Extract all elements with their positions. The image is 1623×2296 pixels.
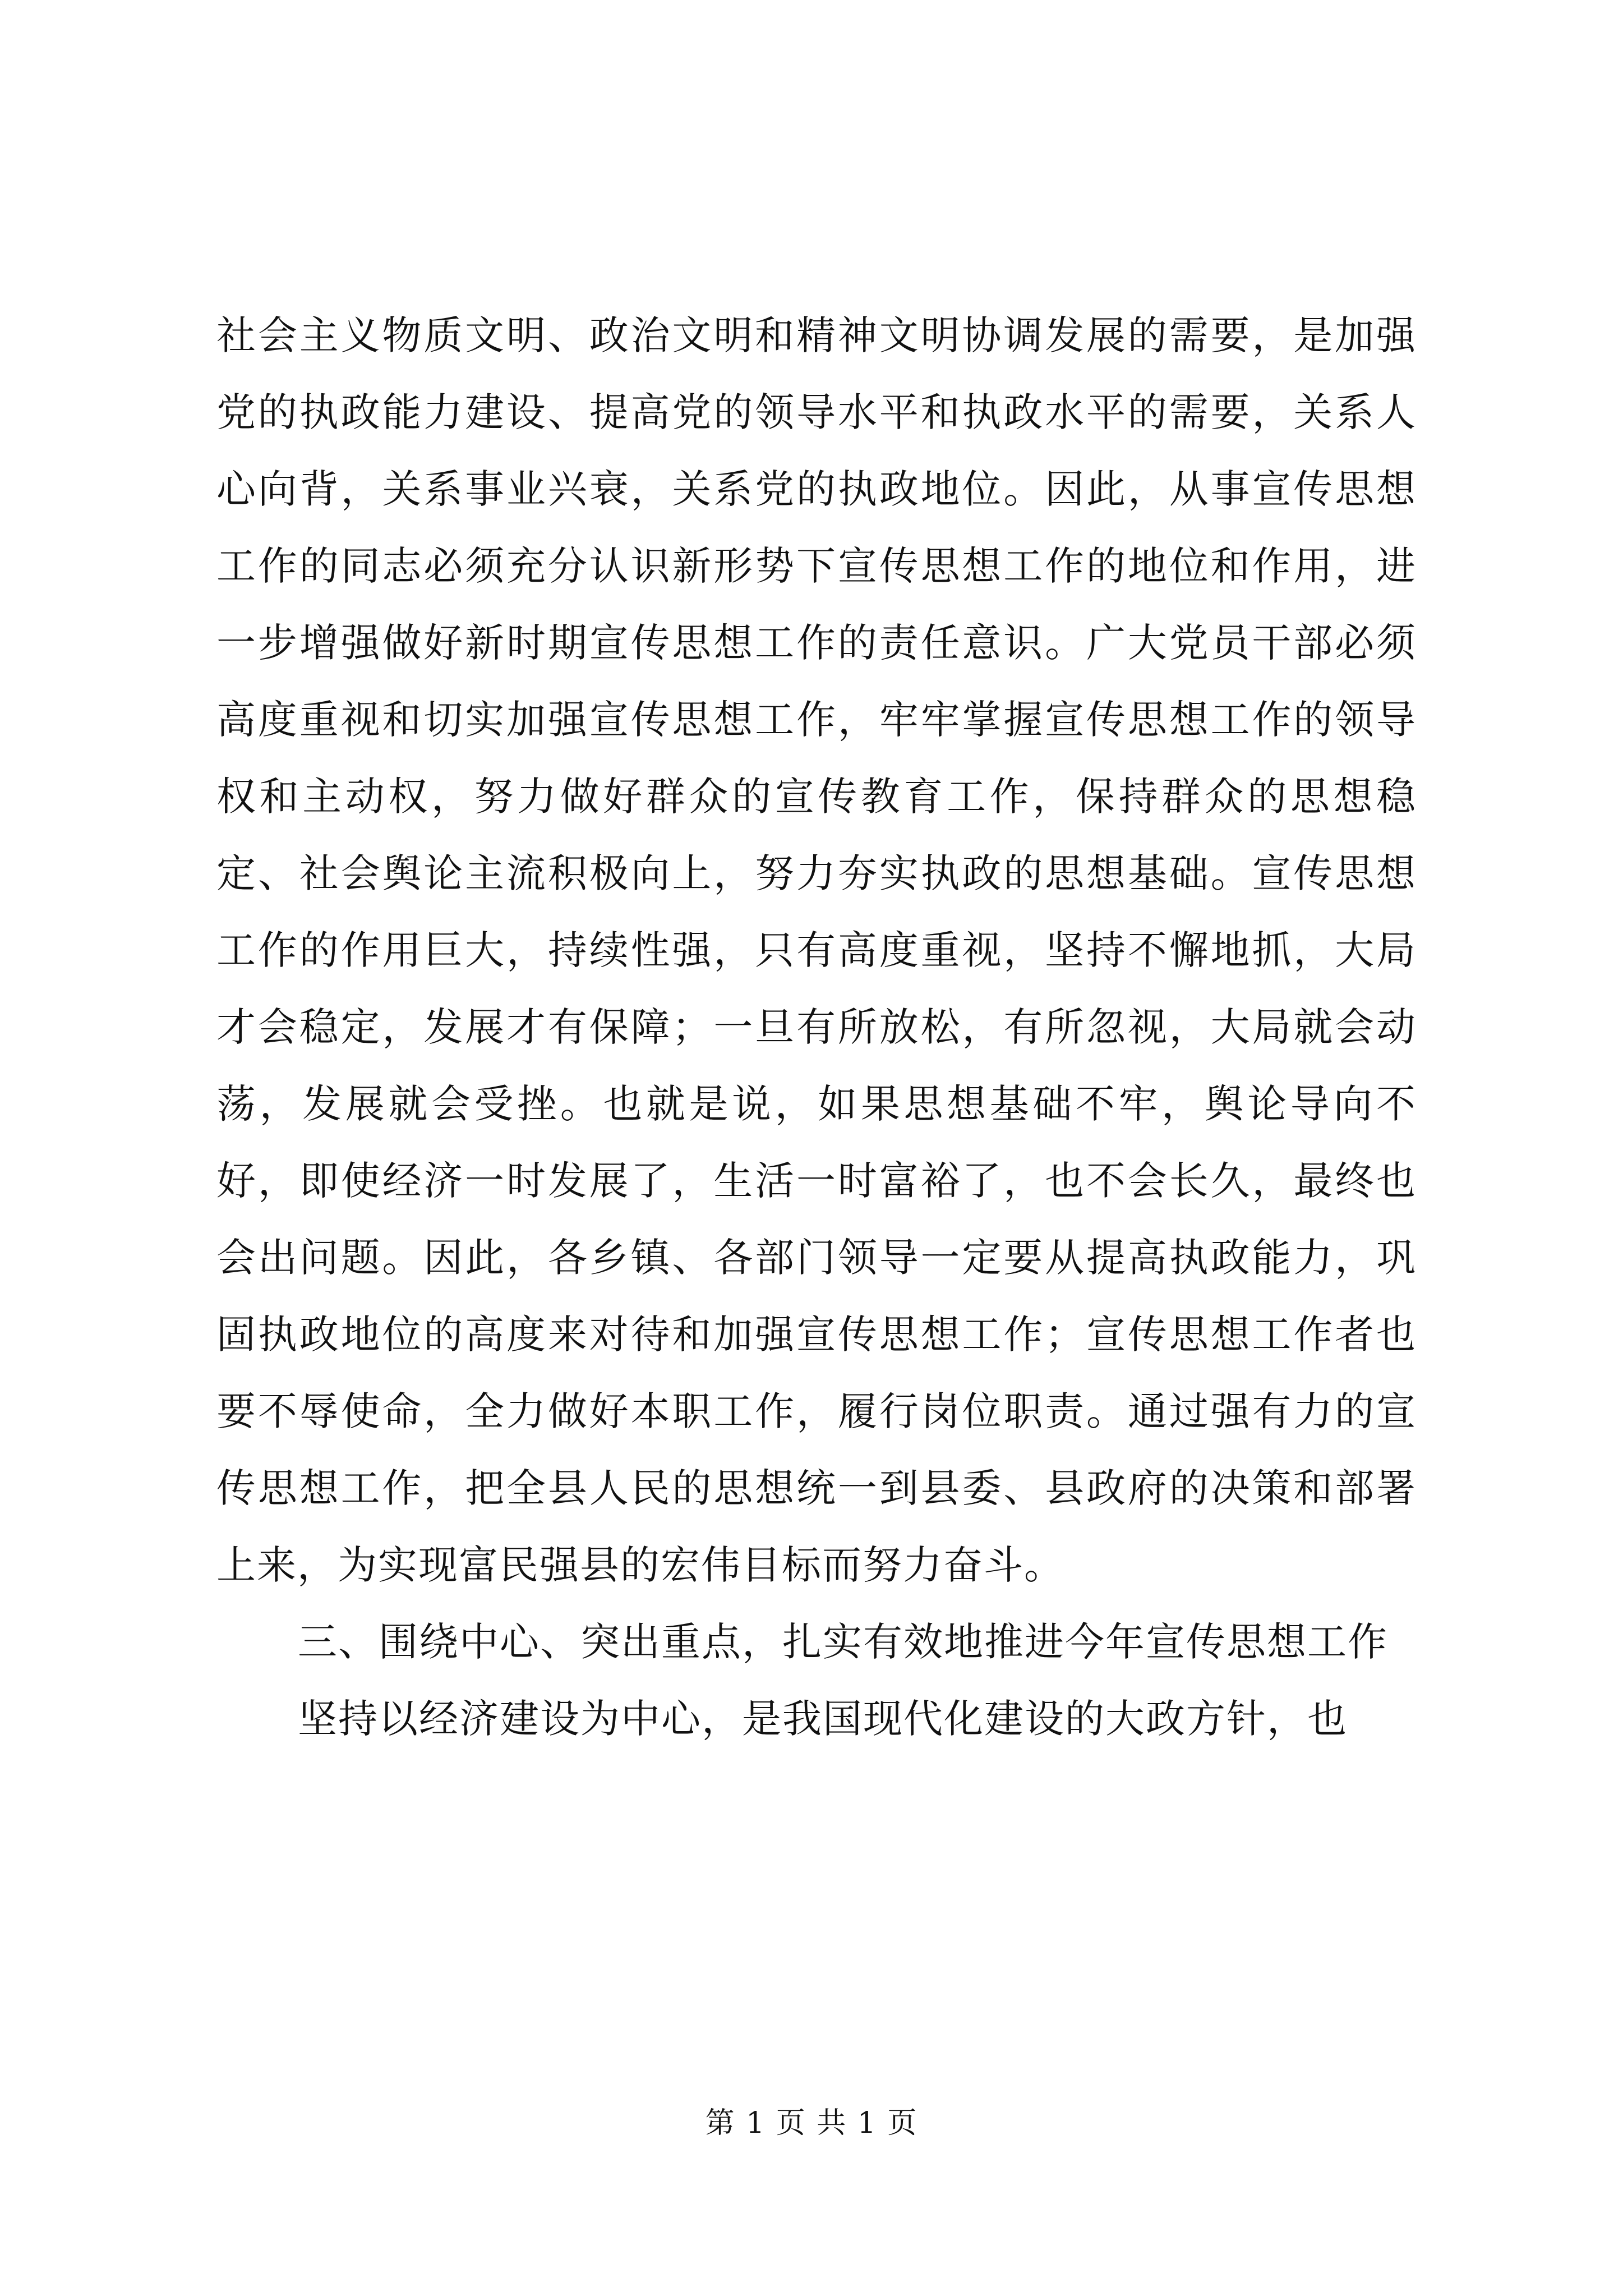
document-body [216,297,1417,1757]
page-number-footer: 第 1 页 共 1 页 [705,2106,918,2140]
body-paragraph: 坚持以经济建设为中心，是我国现代化建设的大政方针，也 [298,1696,1348,1742]
body-paragraph: 社会主义物质文明、政治文明和精神文明协调发展的需要，是加强党的执政能力建设、提高党的领导水平和执政水平的需要，关系人心向背，关系事业兴衰，关系党的执政地位。因此，从事宣传思想工作的同志必须充分认识新形势下宣传思想工作的地位和作用，进一步增强做好新时期宣传思想工作的责任意识。广大党员干部必须高度重视和切实加强宣传思想工作，牢牢掌握宣传思想工作的领导权和主动权，努力做好群众的宣传教育工作，保持群众的思想稳定、社会舆论主流积极向上，努力夯实执政的思想基础。宣传思想工作的作用巨大，持续性强，只有高度重视，坚持不懈地抓，大局才会稳定，发展才有保障；一旦有所放松，有所忽视，大局就会动荡，发展就会受挫。也就是说，如果思想基础不牢，舆论导向不好，即使经济一时发展了，生活一时富裕了，也不会长久，最终也会出问题。因此，各乡镇、各部门领导一定要从提高执政能力，巩固执政地位的高度来对待和加强宣传思想工作；宣传思想工作者也要不辱使命，全力做好本职工作，履行岗位职责。通过强有力的宣传思想工作，把全县人民的思想统一到县委、县政府的决策和部署上来，为实现富民强县的宏伟目标而努力奋斗。 [216,312,1417,1588]
section-heading: 三、围绕中心、突出重点，扎实有效地推进今年宣传思想工作 [298,1619,1388,1665]
